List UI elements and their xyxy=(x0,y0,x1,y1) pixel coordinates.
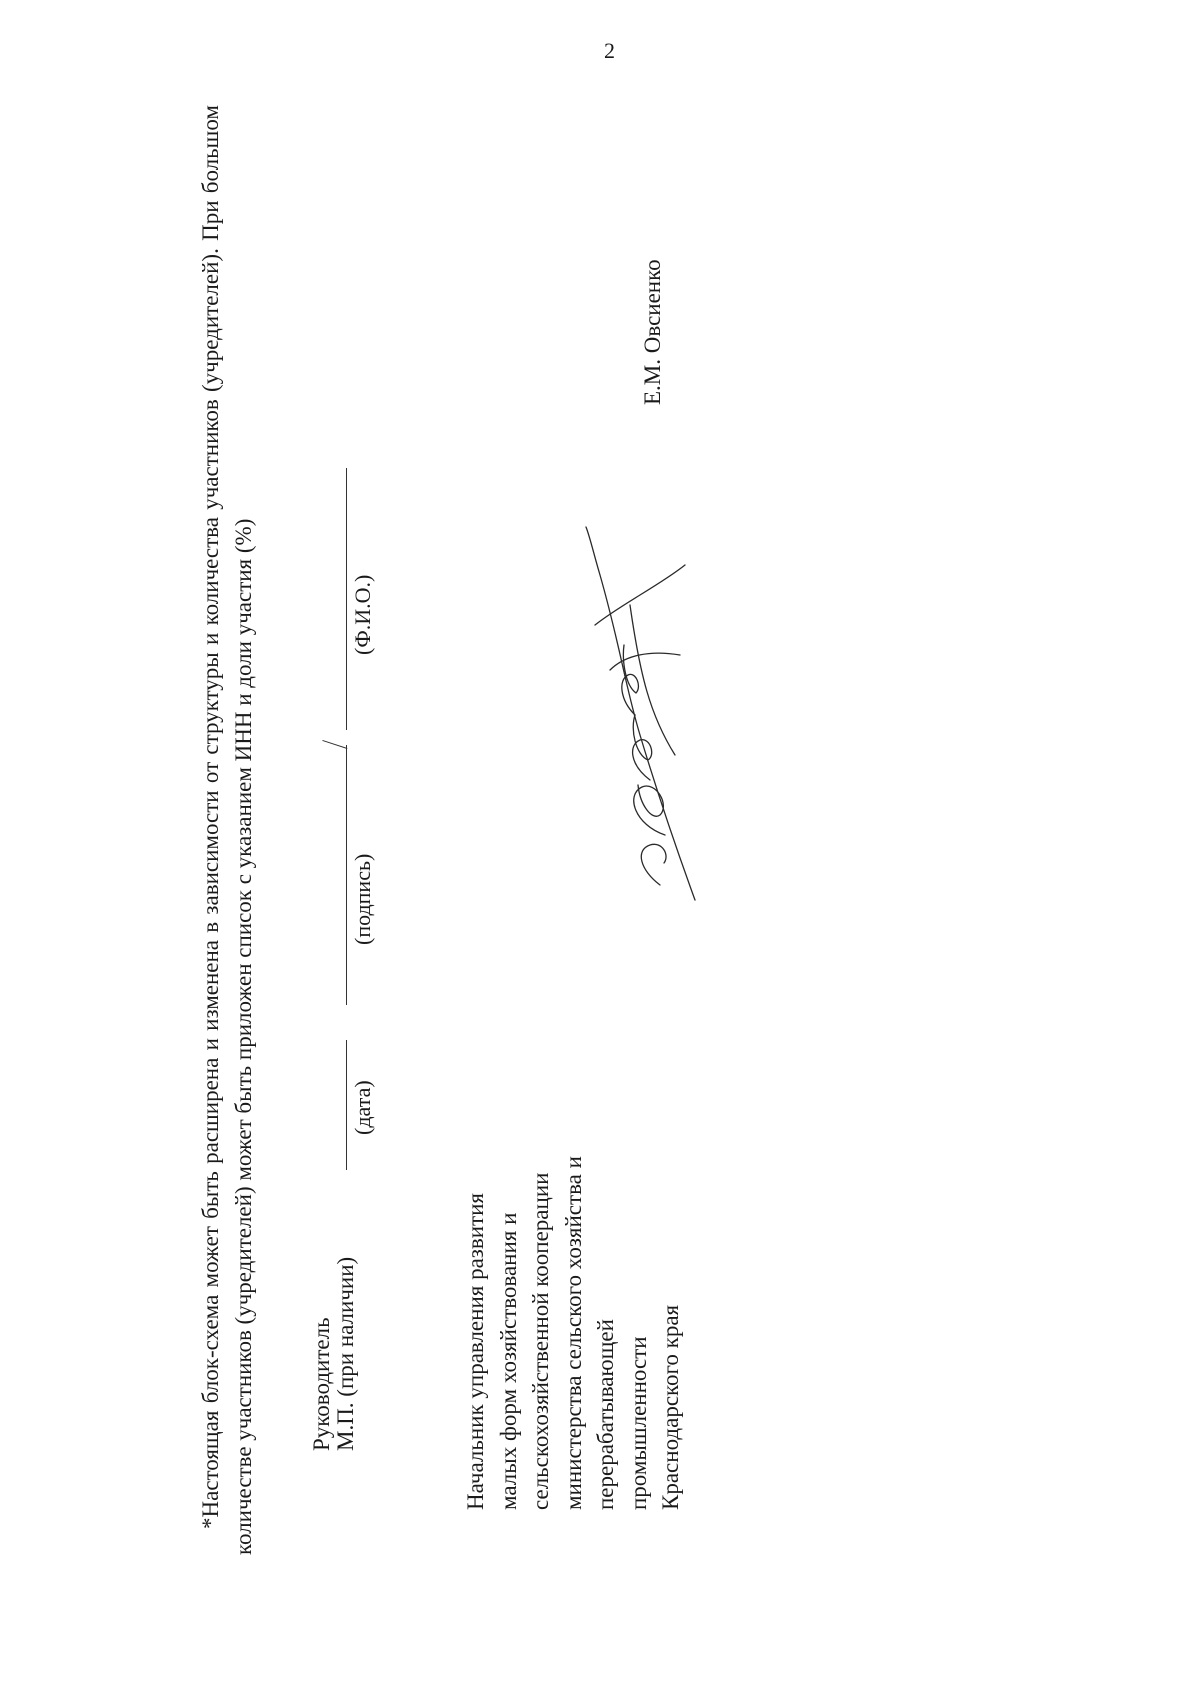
footnote-text: *Настоящая блок-схема может быть расширена и изменена в зависимости от структуры и количества участников (учредителей). При большом количестве участников (учредителей) может быть приложен список с указанием ИНН и доли участия (%) xyxy=(198,105,256,1555)
handwritten-signature xyxy=(580,525,700,905)
role-line-2: М.П. (при наличии) xyxy=(333,1256,358,1451)
position-line: Краснодарского края xyxy=(658,1304,683,1510)
signer-name: Е.М. Овсиенко xyxy=(640,259,665,405)
signature-form-block xyxy=(309,455,375,1555)
signature-caption: (подпись) xyxy=(350,853,375,945)
name-caption: (Ф.И.О.) xyxy=(350,574,375,655)
signature-line xyxy=(346,745,347,1005)
position-line: малых форм хозяйствования и xyxy=(495,1212,521,1510)
position-line: Начальник управления развития xyxy=(463,1193,488,1510)
position-line: промышленности xyxy=(625,1336,651,1510)
page-number: 2 xyxy=(604,38,615,63)
separator-slash xyxy=(322,739,347,749)
role-line-1: Руководитель xyxy=(309,1317,334,1451)
position-line: сельскохозяйственной кооперации xyxy=(528,1172,553,1510)
date-caption: (дата) xyxy=(350,1080,375,1135)
position-line: министерства сельского хозяйства и xyxy=(560,1156,586,1510)
name-line xyxy=(346,468,347,730)
role-label xyxy=(310,1257,358,1451)
official-position xyxy=(460,1156,688,1510)
position-line: перерабатывающей xyxy=(593,1319,618,1510)
rotated-content xyxy=(170,105,970,1555)
date-line xyxy=(346,1040,347,1170)
